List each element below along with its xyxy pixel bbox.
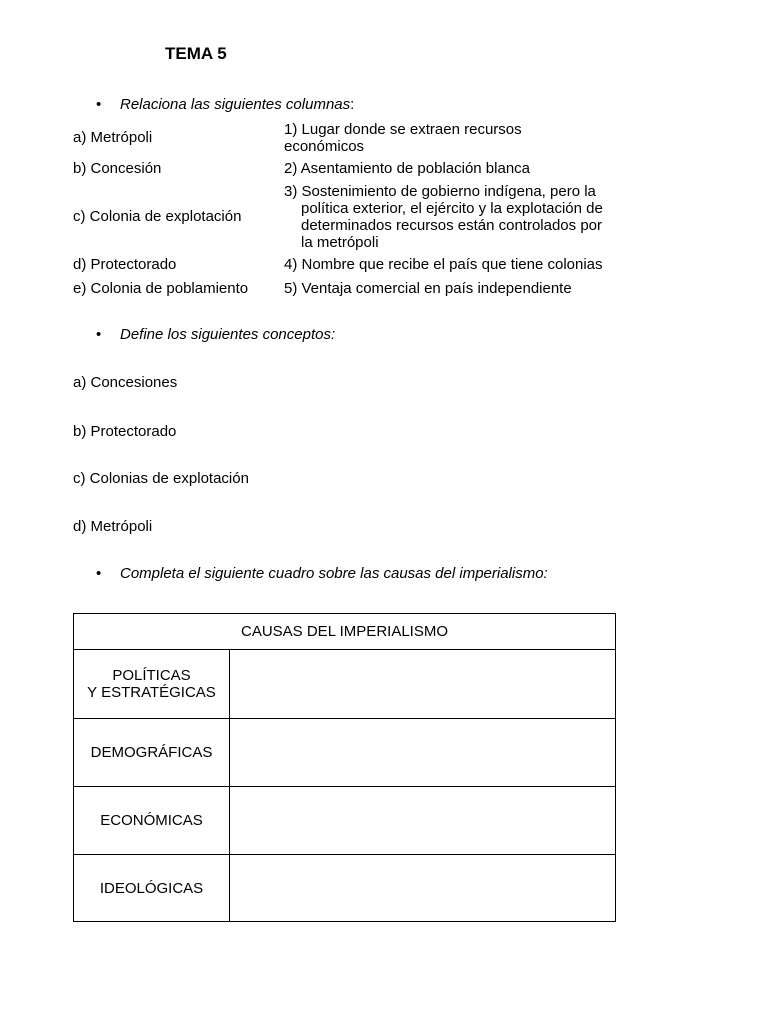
match-term: b) Concesión (73, 160, 162, 177)
instruction-text: Relaciona las siguientes columnas (120, 96, 351, 113)
table-header-row (74, 614, 616, 650)
row-label: DEMOGRÁFICAS (74, 719, 230, 787)
answer-cell[interactable] (230, 855, 616, 922)
match-definition: 5) Ventaja comercial en país independiente (284, 280, 572, 297)
match-definition: 1) Lugar donde se extraen recursos económicos (284, 121, 522, 155)
instruction-text: Completa el siguiente cuadro sobre las causas del imperialismo: (120, 565, 548, 582)
match-term: c) Colonia de explotación (73, 208, 242, 225)
bullet-icon: • (96, 565, 102, 582)
match-definition: 4) Nombre que recibe el país que tiene colonias (284, 256, 603, 273)
table-row (74, 855, 616, 922)
bullet-icon: • (96, 96, 102, 113)
answer-cell[interactable] (230, 650, 616, 719)
table-header: CAUSAS DEL IMPERIALISMO (74, 614, 616, 650)
concept-item: d) Metrópoli (73, 518, 153, 535)
concept-item: c) Colonias de explotación (73, 470, 249, 487)
page-title: TEMA 5 (165, 44, 227, 63)
match-term: e) Colonia de poblamiento (73, 280, 249, 297)
match-definition: 3) Sostenimiento de gobierno indígena, pero la política exterior, el ejército y la explotación de determinados recursos están controlados por la metrópoli (284, 183, 603, 251)
concept-item: b) Protectorado (73, 423, 177, 440)
concept-item: a) Concesiones (73, 374, 178, 391)
match-definition: 2) Asentamiento de población blanca (284, 160, 531, 177)
row-label: POLÍTICAS Y ESTRATÉGICAS (74, 650, 230, 719)
table-row (74, 787, 616, 855)
match-term: a) Metrópoli (73, 129, 153, 146)
instruction-text: Define los siguientes conceptos: (120, 326, 336, 343)
match-term: d) Protectorado (73, 256, 177, 273)
answer-cell[interactable] (230, 787, 616, 855)
table-row (74, 719, 616, 787)
table-row (74, 650, 616, 719)
bullet-icon: • (96, 326, 102, 343)
answer-cell[interactable] (230, 719, 616, 787)
causes-table (73, 613, 616, 922)
row-label: IDEOLÓGICAS (74, 855, 230, 922)
row-label: ECONÓMICAS (74, 787, 230, 855)
